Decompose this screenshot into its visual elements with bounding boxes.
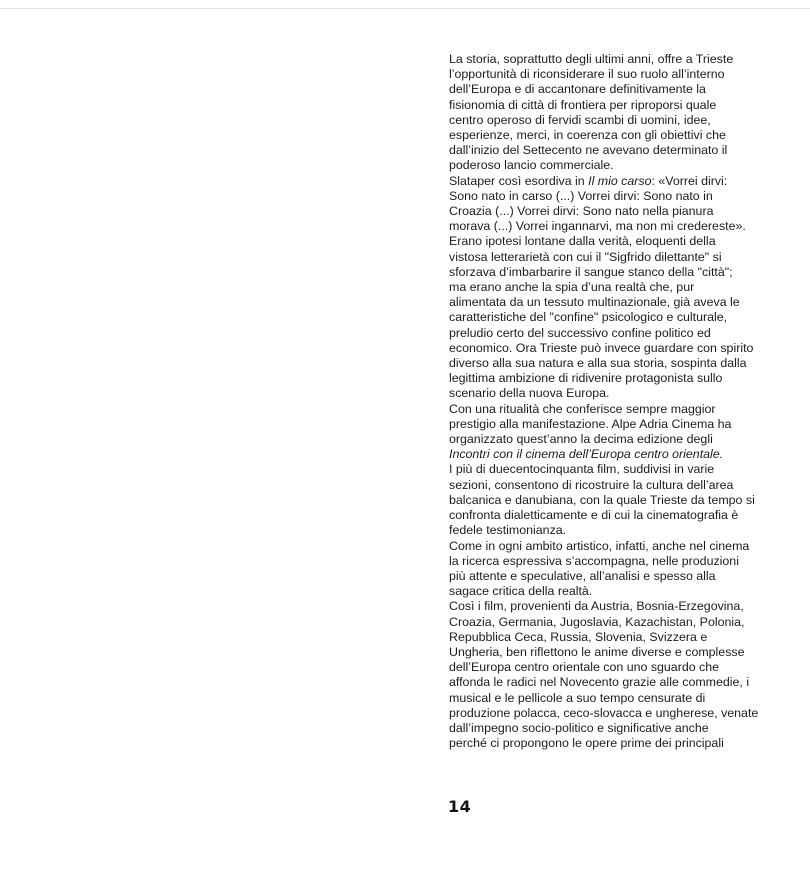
- text-line: I più di duecentocinquanta film, suddivisi in varie: [449, 462, 715, 477]
- text-line: musical e le pellicole a suo tempo censurate di: [449, 690, 706, 705]
- text-line: Sono nato in carso (...) Vorrei dirvi: Sono nato in: [449, 188, 713, 203]
- text-line: Come in ogni ambito artistico, infatti, anche nel cinema: [449, 538, 750, 553]
- text-line: fedele testimonianza.: [449, 523, 567, 538]
- page-edge-line: [0, 8, 810, 9]
- event-title-italic: Incontri con il cinema dell’Europa centro orientale.: [449, 447, 724, 462]
- text-line: Croazia, Germania, Jugoslavia, Kazachistan, Polonia,: [449, 614, 745, 629]
- text-line: prestigio alla manifestazione. Alpe Adria Cinema ha: [449, 416, 732, 431]
- text-line: esperienze, merci, in coerenza con gli obiettivi che: [449, 128, 726, 143]
- text-line: [449, 174, 784, 189]
- text-line: produzione polacca, ceco-slovacca e ungherese, venate: [449, 705, 759, 720]
- text-segment: : «Vorrei dirvi:: [651, 173, 728, 188]
- text-segment: Slataper così esordiva in: [449, 173, 589, 188]
- text-line: economico. Ora Trieste può invece guardare con spirito: [449, 340, 754, 355]
- text-line: preludio certo del successivo confine politico ed: [449, 325, 711, 340]
- book-title-italic: Il mio carso: [588, 173, 652, 188]
- text-line: centro operoso di fervidi scambi di uomini, idee,: [449, 112, 711, 127]
- text-line: affonda le radici nel Novecento grazie alle commedie, i: [449, 675, 750, 690]
- text-line: Ungheria, ben riflettono le anime diverse e complesse: [449, 644, 745, 659]
- page-number: 14: [448, 797, 472, 816]
- text-line: alimentata da un tessuto multinazionale, già aveva le: [449, 295, 740, 310]
- text-line: Con una ritualità che conferisce sempre maggior: [449, 401, 716, 416]
- text-line: morava (...) Vorrei ingannarvi, ma non mi credereste».: [449, 219, 746, 234]
- text-line: Croazia (...) Vorrei dirvi: Sono nato nella pianura: [449, 204, 714, 219]
- text-line: Repubblica Ceca, Russia, Slovenia, Svizzera e: [449, 629, 708, 644]
- text-line: Così i film, provenienti da Austria, Bosnia-Erzegovina,: [449, 599, 744, 614]
- text-line: ma erano anche la spia d’una realtà che, pur: [449, 280, 695, 295]
- text-line: dall’impegno socio-politico e significative anche: [449, 720, 709, 735]
- text-line: organizzato quest’anno la decima edizione degli: [449, 432, 713, 447]
- body-text-column: [449, 52, 784, 751]
- text-line: fisionomia di città di frontiera per riproporsi quale: [449, 97, 717, 112]
- text-line: poderoso lancio commerciale.: [449, 158, 614, 173]
- text-line: l’opportunità di riconsiderare il suo ruolo all’interno: [449, 67, 725, 82]
- text-line: dell’Europa e di accantonare definitivamente la: [449, 82, 706, 97]
- text-line: la ricerca espressiva s’accompagna, nelle produzioni: [449, 553, 739, 568]
- text-line: diverso alla sua natura e alla sua storia, sospinta dalla: [449, 356, 747, 371]
- text-line: perché ci propongono le opere prime dei principali: [449, 736, 724, 751]
- text-line: dall’inizio del Settecento ne avevano determinato il: [449, 143, 728, 158]
- text-line: confronta dialetticamente e di cui la cinematografia è: [449, 508, 739, 523]
- text-line: scenario della nuova Europa.: [449, 386, 610, 401]
- text-line: La storia, soprattutto degli ultimi anni, offre a Trieste: [449, 52, 734, 66]
- text-line: dell’Europa centro orientale con uno sguardo che: [449, 660, 720, 675]
- text-line: sezioni, consentono di ricostruire la cultura dell’area: [449, 477, 734, 492]
- text-line: più attente e speculative, all’analisi e spesso alla: [449, 568, 716, 583]
- text-line: legittima ambizione di ridivenire protagonista sullo: [449, 371, 723, 386]
- text-line: caratteristiche del "confine" psicologico e culturale,: [449, 310, 728, 325]
- text-line: sforzava d’imbarbarire il sangue stanco della "città";: [449, 264, 733, 279]
- text-line: Erano ipotesi lontane dalla verità, eloquenti della: [449, 234, 716, 249]
- text-line: sagace critica della realtà.: [449, 584, 593, 599]
- text-line: vistosa letterarietà con cui il "Sigfrido dilettante" si: [449, 249, 722, 264]
- text-line: balcanica e danubiana, con la quale Trieste da tempo si: [449, 492, 755, 507]
